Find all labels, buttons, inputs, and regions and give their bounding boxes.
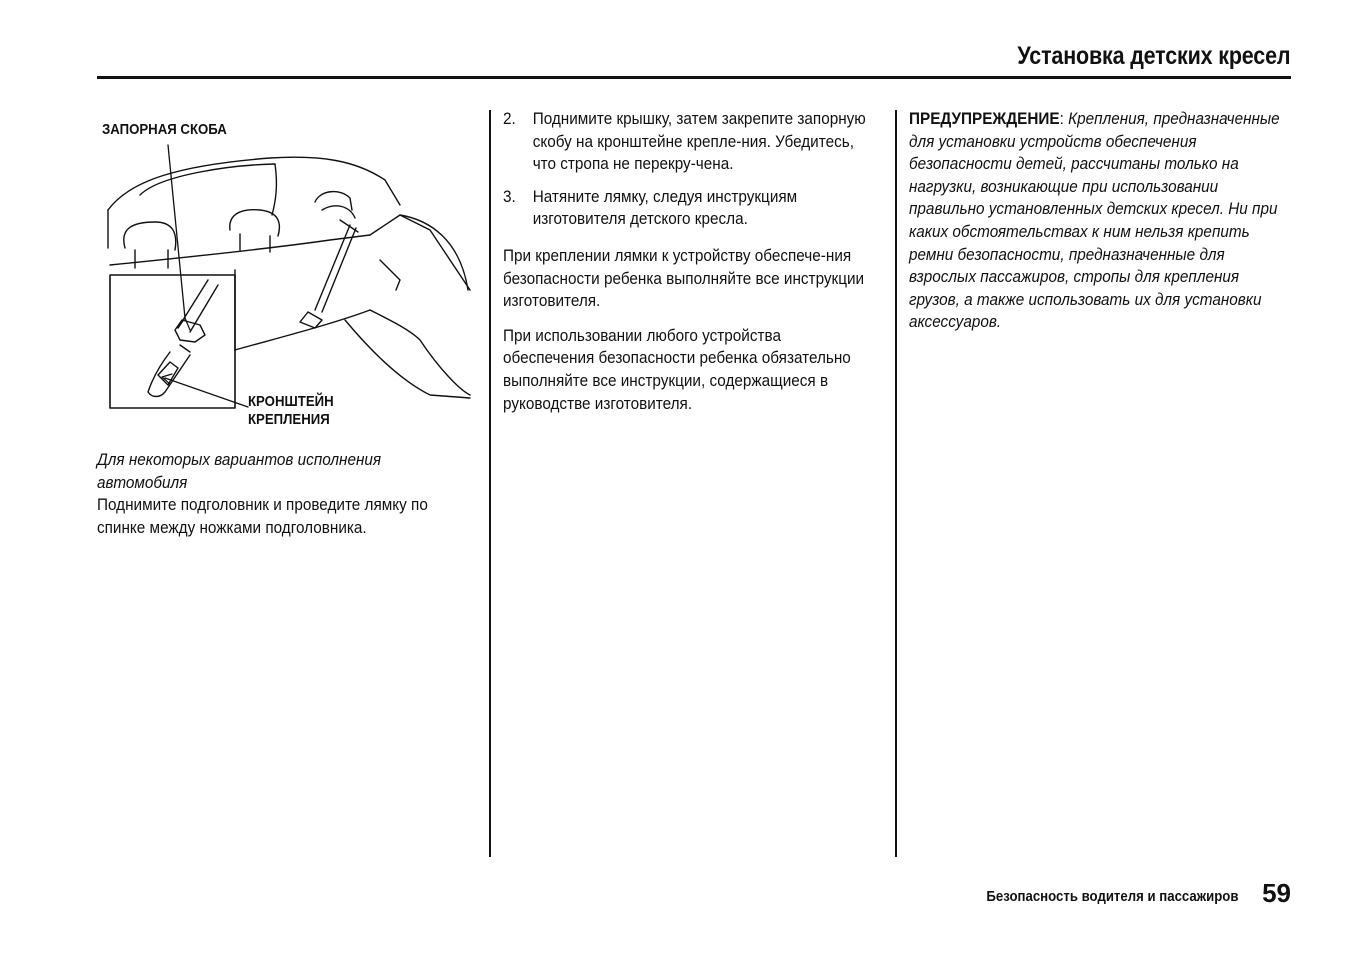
right-column bbox=[909, 108, 1287, 334]
warning-label: ПРЕДУПРЕЖДЕНИЕ bbox=[909, 109, 1060, 128]
step-text: Поднимите крышку, затем закрепите запорную скобу на кронштейне крепле-ния. Убедитесь, что стропа не перекру-чена. bbox=[532, 109, 866, 174]
step-number: 3. bbox=[503, 186, 516, 206]
page-title: Установка детских кресел bbox=[1017, 42, 1290, 70]
warning-text: Крепления, предназначенные для установки устройств обеспечения безопасности детей, рассчитаны только на нагрузки, возникающие при использовании правильно установленных детских кресел. Ни при каких обстоятельствах к ним нельзя крепить ремни безопасности, предназначенные для взрослых пассажиров, стропы для крепления грузов, а также использовать их для установки аксессуаров. bbox=[909, 109, 1280, 332]
variant-note: Для некоторых вариантов исполнения автомобиля bbox=[97, 450, 382, 492]
headrest-instruction: Поднимите подголовник и проведите лямку по спинке между ножками подголовника. bbox=[97, 495, 428, 537]
label-bracket-line1: КРОНШТЕЙН bbox=[248, 393, 334, 410]
middle-column bbox=[503, 108, 872, 415]
step-number: 2. bbox=[503, 109, 516, 128]
page-number: 59 bbox=[1262, 878, 1291, 908]
step-2 bbox=[503, 108, 872, 176]
footer-section-title: Безопасность водителя и пассажиров bbox=[985, 888, 1238, 905]
step-3 bbox=[503, 186, 872, 231]
title-rule bbox=[97, 76, 1291, 79]
step-text: Натяните лямку, следуя инструкциям изготовителя детского кресла. bbox=[532, 186, 798, 229]
paragraph-device: При использовании любого устройства обеспечения безопасности ребенка обязательно выполняйте все инструкции, содержащиеся в руководстве изготовителя. bbox=[503, 325, 851, 413]
column-divider-right bbox=[895, 110, 897, 857]
label-latch: ЗАПОРНАЯ СКОБА bbox=[102, 121, 227, 138]
label-bracket-line2: КРЕПЛЕНИЯ bbox=[248, 411, 330, 428]
paragraph-tether: При креплении лямки к устройству обеспече-ния безопасности ребенка выполняйте все инструкции изготовителя. bbox=[503, 245, 865, 311]
warning-block bbox=[909, 108, 1287, 334]
left-column bbox=[97, 449, 466, 539]
warning-separator: : bbox=[1059, 109, 1069, 128]
column-divider-left bbox=[489, 110, 491, 857]
